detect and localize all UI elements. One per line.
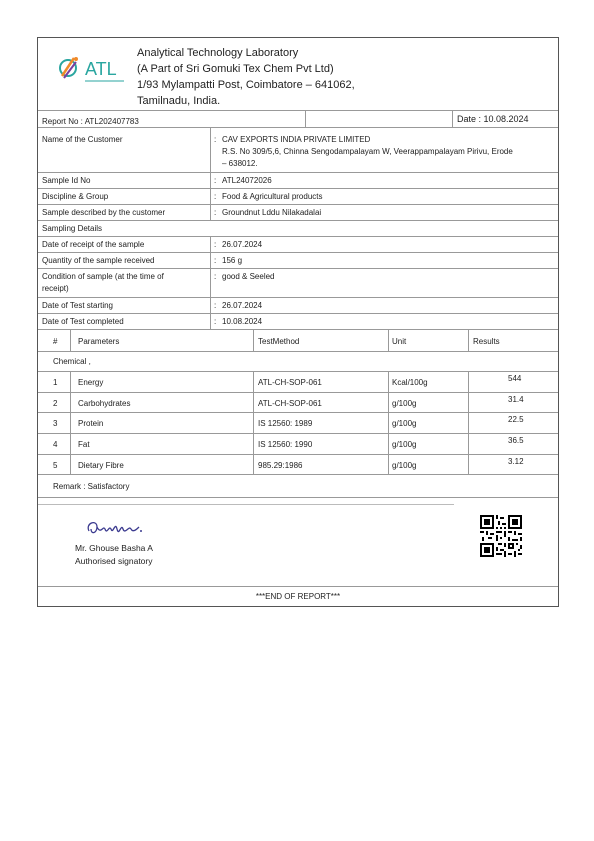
divider	[38, 220, 558, 221]
lab-info	[137, 45, 355, 109]
col-header-method: TestMethod	[258, 337, 300, 346]
group-label: Chemical ,	[53, 357, 91, 366]
divider	[253, 371, 254, 474]
row-parameter: Fat	[78, 440, 90, 449]
colon: :	[214, 256, 217, 265]
colon: :	[214, 176, 217, 185]
row-method: ATL-CH-SOP-061	[258, 378, 322, 387]
divider	[468, 329, 469, 351]
colon: :	[214, 301, 217, 310]
divider	[38, 454, 558, 455]
end-of-report: ***END OF REPORT***	[255, 592, 341, 601]
colon: :	[214, 272, 217, 281]
divider	[38, 329, 558, 330]
test-start-label: Date of Test starting	[42, 301, 113, 310]
report-header	[38, 38, 558, 110]
colon: :	[214, 135, 217, 144]
row-parameter: Protein	[78, 419, 104, 428]
sample-id-value: ATL24072026	[222, 176, 272, 185]
col-header-results: Results	[473, 337, 500, 346]
condition-value: good & Seeled	[222, 272, 275, 281]
divider	[253, 329, 254, 351]
row-result: 36.5	[508, 436, 524, 445]
discipline-value: Food & Agricultural products	[222, 192, 323, 201]
remark: Remark : Satisfactory	[53, 482, 130, 491]
divider	[38, 297, 558, 298]
divider	[38, 188, 558, 189]
quantity-value: 156 g	[222, 256, 243, 265]
lab-report	[37, 37, 559, 607]
signatory-title: Authorised signatory	[75, 556, 153, 566]
divider	[38, 392, 558, 393]
qr-code	[480, 515, 522, 557]
colon: :	[214, 240, 217, 249]
row-parameter: Energy	[78, 378, 104, 387]
row-num: 4	[53, 440, 58, 449]
divider	[38, 504, 454, 505]
divider	[210, 313, 211, 329]
logo-text: ATL	[85, 59, 117, 79]
divider	[388, 329, 389, 351]
divider	[38, 127, 558, 128]
divider	[388, 371, 389, 474]
receipt-date-label: Date of receipt of the sample	[42, 240, 145, 249]
row-parameter: Dietary Fibre	[78, 461, 124, 470]
customer-address-line1: R.S. No 309/5,6, Chinna Sengodampalayam W, Veerappampalayam Pirivu, Erode	[222, 147, 513, 156]
condition-label: Condition of sample (at the time of	[42, 272, 164, 281]
col-header-parameters: Parameters	[78, 337, 120, 346]
customer-name-label: Name of the Customer	[42, 135, 123, 144]
col-header-num: #	[53, 337, 58, 346]
divider	[38, 371, 558, 372]
divider	[38, 351, 558, 352]
row-method: IS 12560: 1989	[258, 419, 313, 428]
divider	[38, 172, 558, 173]
divider	[210, 297, 211, 313]
report-date: Date : 10.08.2024	[457, 114, 529, 124]
sample-description-label: Sample described by the customer	[42, 208, 166, 217]
divider	[70, 371, 71, 474]
divider	[38, 268, 558, 269]
row-unit: g/100g	[392, 419, 417, 428]
divider	[70, 329, 71, 351]
row-unit: g/100g	[392, 461, 417, 470]
row-method: IS 12560: 1990	[258, 440, 313, 449]
divider	[210, 268, 211, 297]
divider	[38, 236, 558, 237]
divider	[210, 204, 211, 220]
col-header-unit: Unit	[392, 337, 407, 346]
colon: :	[214, 208, 217, 217]
row-result: 3.12	[508, 457, 524, 466]
row-num: 5	[53, 461, 58, 470]
divider	[38, 474, 558, 475]
colon: :	[214, 192, 217, 201]
divider	[210, 172, 211, 188]
divider	[452, 110, 453, 127]
divider	[210, 252, 211, 268]
signature-image	[83, 515, 153, 541]
divider	[468, 371, 469, 474]
report-number: Report No : ATL202407783	[42, 117, 139, 126]
discipline-label: Discipline & Group	[42, 192, 109, 201]
divider	[38, 586, 558, 587]
row-num: 3	[53, 419, 58, 428]
divider	[38, 110, 558, 111]
row-unit: Kcal/100g	[392, 378, 428, 387]
row-result: 22.5	[508, 415, 524, 424]
row-method: ATL-CH-SOP-061	[258, 399, 322, 408]
divider	[38, 252, 558, 253]
sample-description-value: Groundnut Lddu Nilakadalai	[222, 208, 322, 217]
divider	[210, 236, 211, 252]
divider	[38, 313, 558, 314]
signatory-name: Mr. Ghouse Basha A	[75, 543, 153, 553]
sample-id-label: Sample Id No	[42, 176, 91, 185]
quantity-label: Quantity of the sample received	[42, 256, 155, 265]
divider	[38, 433, 558, 434]
row-num: 1	[53, 378, 58, 387]
row-method: 985.29:1986	[258, 461, 303, 470]
colon: :	[214, 317, 217, 326]
receipt-date-value: 26.07.2024	[222, 240, 263, 249]
customer-name-value: CAV EXPORTS INDIA PRIVATE LIMITED	[222, 135, 371, 144]
sampling-details-heading: Sampling Details	[42, 224, 103, 233]
lab-parent: (A Part of Sri Gomuki Tex Chem Pvt Ltd)	[137, 63, 334, 75]
divider	[38, 497, 558, 498]
customer-address-line2: – 638012.	[222, 159, 258, 168]
row-unit: g/100g	[392, 399, 417, 408]
row-result: 31.4	[508, 395, 524, 404]
divider	[38, 412, 558, 413]
test-completed-label: Date of Test completed	[42, 317, 124, 326]
divider	[305, 110, 306, 127]
row-result: 544	[508, 374, 522, 383]
divider	[38, 204, 558, 205]
lab-name: Analytical Technology Laboratory	[137, 47, 299, 59]
row-unit: g/100g	[392, 440, 417, 449]
row-num: 2	[53, 399, 58, 408]
test-start-value: 26.07.2024	[222, 301, 263, 310]
atl-logo	[58, 50, 148, 90]
condition-label-continued: receipt)	[42, 284, 69, 293]
test-completed-value: 10.08.2024	[222, 317, 263, 326]
lab-address-line2: Tamilnadu, India.	[137, 95, 221, 107]
divider	[210, 188, 211, 204]
row-parameter: Carbohydrates	[78, 399, 131, 408]
lab-address-line1: 1/93 Mylampatti Post, Coimbatore – 641062,	[137, 79, 355, 91]
